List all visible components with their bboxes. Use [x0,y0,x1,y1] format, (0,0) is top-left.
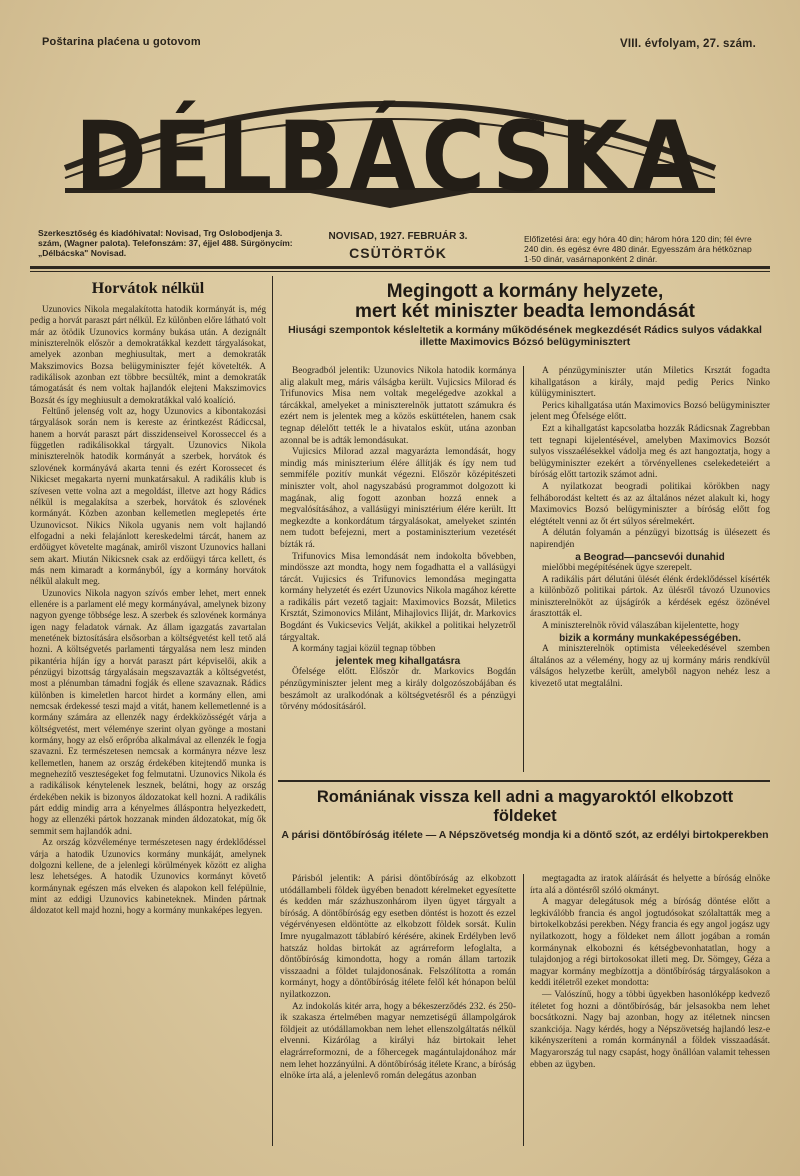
issue-weekday: CSÜTÖRTÖK [349,245,447,261]
paragraph: Feltűnő jelenség volt az, hogy Uzunovics a kibontakozási tárgyalások során nem is kereste az érintkezést Rádiccsal, hanem a horvát paraszt párt disszidenseivel Korosseccel és a független radikálisokkal tárgyalt. Uzunovics Nikola miniszterelnök hatodik kormányát a szerbek, horvátok és szlovének kormányává akarta tenni és ezért Korossecet és Nikicset megakarta nyerni munkatársakul. A radikális klub is szívesen vette volna azt a megoldást, illetve azt hogy Rádics nélkül is megalakítsa a szerbek, horvátok és szlovének kormányát. Közben azonban kellemetlen meglepetés érte Uzunovicsot. Nikics Nikola ugyanis nem volt hajlandó elfogadni a neki felajánlott kereskedelmi tárcát, hanem az erdőügyet követelte magának, amiről viszont Uzunovics hallani sem akart. Miután Nikicsnek csak az erdőügyi tárca kellett, és más nem kimaradt a kormányból, így a kormány horvátok nélkül alakult meg. [30,406,266,587]
paragraph: A nyilatkozat beogradi politikai körökben nagy felháborodást keltett és az az általános nézet alakult ki, hogy Maximovics Bozsó belügyminiszter a bíróság előtt fog elégtételt venni az őt ért súlyos sérelmekért. [530,481,770,527]
emphasis-line: a Beograd—pancsevói dunahid [575,551,725,563]
paragraph: Az indokolás kitér arra, hogy a békeszerződés 232. és 250-ik szakasza értelmében magyar nemzetiségű állampolgárok földjeit az utódállamokban nem lehet ellenszolgáltatás nélkül elvenni. Kizárólag a királyi ház birtokait lehet elagrárreformozni, de a főhercegek magántulajdonához már nem lehet hozzányúlni. A döntőbíróság itélete Kranc, a bíróság elnöke írta alá, a jelenlevő román delegátus azonban [280,1001,516,1082]
column-divider [272,276,273,1146]
article-romania-title-2: földeket [493,807,557,825]
issue-date: NOVISAD, 1927. FEBRUÁR 3. [328,231,468,242]
article-kormany-col2 [530,366,770,772]
paragraph: mielőbbi megépítésének ügye szerepelt. [542,563,692,574]
column-divider [523,874,524,1146]
masthead [60,60,720,210]
paragraph: Az ország közvéleménye természetesen nagy érdeklődéssel várja a hatodik Uzunovics kormány munkáját, amelynek dolgozni kellene, de a jelenlegi körülmények között ez aligha lesz lehetséges. A hatodik Uzunovics kormányt követő kormánynak egészen más elveken és alapokon kell felépülnie, mint az eddigi Uzunovics kabineteknek. Minden pártnak áldozatot kell majd hozni, hogy a kormány munkaképes legyen. [30,837,266,916]
emphasis-line: bizik a kormány munkaképességében. [559,632,741,644]
paragraph: megtagadta az iratok aláírását és helyette a bíróság elnöke írta alá a döntésről szóló okmányt. [530,874,770,896]
emphasis-line: jelentek meg kihallgatásra [335,655,461,667]
paragraph: A kormány tagjai közül tegnap többen [292,644,436,655]
article-romania-subtitle: A párisi döntőbíróság itélete — A Népszövetség mondja ki a döntő szót, az erdélyi birtokperekben [281,829,769,841]
article-separator [278,780,770,782]
paragraph: A pénzügyminiszter után Miletics Krsztát fogadta kihallgatáson a király, majd pedig Perics Ninko külügyminisztert. [530,366,770,400]
header-rule-thin [30,271,770,272]
paragraph: Öfelsége előtt. Először dr. Markovics Bogdán pénzügyminiszter jelent meg a király dolgozószobájában és beszámolt az uralkodónak a költségvetésről és a pénzügyi törvény módosításáról. [280,667,516,713]
postage-note: Poštarina plaćena u gotovom [42,36,201,48]
article-romania-col2 [530,874,770,1146]
article-kormany-subtitle: Hiusági szempontok késleltetik a kormány működésének megkezdését Rádics sulyos vádakkal illette Maximovics Bózsó belügyminisztert [288,324,762,348]
article-romania-title-1: Romániának vissza kell adni a magyaroktól elkobzott [316,788,734,806]
article-horvatok-body [30,304,266,1144]
article-kormany-title-2: mert két miniszter beadta lemondását [355,301,695,322]
paragraph: A délután folyamán a pénzügyi bizottság is ülésezett és napirendjén [530,528,770,550]
paragraph: A miniszterelnök optimista véleekedésével szemben általános az a vélemény, hogy az uj kormány máris rendkívül válságos helyzetbe került, amelyből nagyon nehéz lesz a kivezető utat megtalálni. [530,644,770,690]
header-rule [30,266,770,269]
article-kormany [280,282,770,348]
paragraph: Ezt a kihallgatást kapcsolatba hozzák Rádicsnak Zagrebban tett tegnapi kijelentésével, amelyben Maximovics Bozsót sulyos visszaélésekkel vádolja meg és azt hangoztatja, hogy a belügyminiszter ezekért a törvényellenes cselekedeteiért a bíróság előtt tartozik számot adni. [530,423,770,481]
masthead-title: DÉLBÁCSKA [75,101,720,210]
article-romania-col1 [280,874,516,1146]
paragraph: — Valószínű, hogy a többi ügyekben hasonlóképp kedvező ítéletet fog hozni a döntőbíróság, bár jelsasokba nem lehet bocsátkozni. Nagy baj azonban, hogy az itéletnek nincsen szankciója. Nagy kérdés, hogy a Népszövetség hajlandó lesz-e kikényszeríteni a román kormánynál a földek visszaadását. Magyarország tul nagy csapást, hogy önállóan valamit tehessen ebben az ügyben. [530,989,770,1070]
paragraph: Vujicsics Milorad azzal magyarázta lemondását, hogy mindig más miniszterium élére állítják és így nem tud semmiféle pozitív munkát végezni. Először középitészeti miniszter volt, ahol nagyszabású programmot dolgozott ki magának, alig fogott azonban hozzá ennek a megvalósításához, a vallásügyi minisztérium élére került. Itt megkezdte a konkordátum tárgyalásokat, amelyeket szintén nem tudott befejezni, mert a postaminiszterium vezetését bízták rá. [280,447,516,550]
paragraph: Perics kihallgatása után Maximovics Bozsó belügyminiszter jelent meg Öfelsége előtt. [530,400,770,423]
subscription-info: Előfizetési ára: egy hóra 40 din; három hóra 120 din; fél évre 240 din. és egész évre 480 dinár. Egyesszám ára hétköznap 1·50 dinár, vasárnaponként 2 dinár. [524,234,752,264]
paragraph: Párisból jelentik: A párisi döntőbíróság az elkobzott utódállambeli földek ügyében benadott kérelmeket egyesítette és kedden már százhuszonhárom ilyen ügyet tárgyalt a bíróság. A döntőbíróság egy esetben döntést is hozott és ezzel végérvényesen eldöntötte az elkobzott földek sorsát. Kulin Imre nyugalmazott táblabíró kérésére, akinek Erdélyben levő hatszáz holdas birtokát az agrárreform lefoglalta, a döntőbíróság kimondotta, hogy a román állam tartozik visszaadni a földet tulajdonosának. Felszólította a román kormányt, hogy a döntőbíróság itélete felől két hónapon belül nyilatkozzon. [280,874,516,1000]
article-kormany-col1 [280,366,516,772]
editorial-address: Szerkesztőség és kiadóhivatal: Novisad, Trg Oslobodjenja 3. szám, (Wagner palota). Telefonszám: 37, éjjel 488. Sürgönycím: „Délbácska" Novisad. [38,228,293,258]
article-horvatok-title: Horvátok nélkül [91,280,205,297]
date-block [318,231,478,261]
paragraph: A radikális párt délutáni ülését élénk érdeklődéssel kísérték a különböző politikai pártok. Az ülésről távozó Uzunovics miniszterelnököt az újságírók a kérdések egész özönével árasztották el. [530,574,770,620]
volume-number: VIII. évfolyam, 27. szám. [619,38,756,50]
column-divider [523,366,524,772]
paragraph: Trifunovics Misa lemondását nem indokolta bővebben, mindössze azt mondta, hogy nem fogadhatta el a vallásügyi tárcát. Vujicsics és Trifunovics lemondása megingatta kormány helyzetét és ezért Uzunovics Nikola magához kérette a radikális párt vezető tagjait: Maximovics Bozsát, Miletics Krsztát, Szimonovics Milánt, Mihajlovics Iliját, dr. Markovics Bogdánt és Vukicsevics Velját, akikkel a politikai helyzetről tárgyaltak. [280,551,516,643]
article-kormany-title-1: Megingott a kormány helyzete, [386,281,664,302]
paragraph: Beogradból jelentik: Uzunovics Nikola hatodik kormánya alig alakult meg, máris válságba került. Vujicsics Milorad és Trifunovics Misa nem voltak megelégedve azokkal a tárcákkal, amelyeket a miniszterelnök juttatott számukra és ezért nem is jelentek meg a közös esküttételen, hanem csak tegnap délelőtt tették le a hivatalos esküt, utána azonban azonnal be is adták lemondásukat. [280,366,516,446]
paragraph: A miniszterelnök rövid válaszában kijelentette, hogy [542,621,740,632]
paragraph: Uzunovics Nikola megalakította hatodik kormányát is, még pedig a horvát paraszt párt nélkül. Ez különben előre látható volt már az ötödik Uzunovics kormány bukása után. A dezignált miniszterelnök először a demokratákkal kezdett tárgyalásokat, amelyek azonban meghiusultak, mert a demokraták Makszimovics Bozsa belügyminiszter fejét követelték. A radikálisok azonban ezt többre becsülték, mint a demokraták támogatását és nem voltak hajlandók elejteni Makszimovics Bozsát és így meghiusult a demokratákkal való koalíció. [30,304,266,405]
paragraph: Uzunovics Nikola nagyon szívós ember lehet, mert ennek ellenére is a parlament elé megy kormányával, amelynek bizony nagyon gyenge többsége lesz. A szerbek és szlovének kormánya igen nagy feladatok várnak. Az állam igazgatás zavartalan menetének biztosítására elsősorban a költségvetést kell tető alá hozni. A költségvetés parlamenti tárgyalása nem lesz minden pikantéria híján így a horvát paraszt párt képviselői, akik a pénzügyi bizottság tárgyalásain megszavazták a költségvetést, most a plénumban támadni fogják és ellene szavaznak. Rádics különben is kimeletlen harcot hirdet a kormány ellen, ami nemcsak érdekessé teszi majd a vitát, hanem kellemetlenné is a kormány számára az ellenzék nagy érdekközösségét várja a költségvetést, mert véleménye szerint olyan gyönge a mostani kormány, hogy az első erőpróba alkalmával az ellenzék le fogja szavazni. Ez természetesen nemcsak a kormányra nézve lesz kellemetlen, hanem az ország érdekében kitejtendő munka is megnehezítő veszteségeket fog felmutatni. Uzunovics Nikola és a radikálisok kénytelenek lesznek, belátni, hogy az ország érdekében nekik is bizonyos áldozatokat kell hozni. A radikális párt eddig mindig arra a kényelmes álláspontra helyezkedett, hogy az ellenzéki pártok hozzanak minden áldozatokat, míg ők semmit sem hajlandók adni. [30,587,266,836]
article-romania [280,788,770,841]
paragraph: A magyar delegátusok még a bíróság döntése előtt a legkiválóbb francia és angol jogtudósokat szólaltatták meg a birtokelkobzási perekben. Négy francia és egy angol jogász ugy nyilatkozott, hogy a földeket nem állott jogában a román kormánynak elkobozni és kétségbevonhatatlan, hogy a tulajdonjog a régi birtokosokat illeti meg. Dr. Sömgey, Géza a magyar kormány megbízottja a döntőbíróság tárgyalásokon a keddi itéletről ezeket mondotta: [530,897,770,989]
article-horvatok [30,280,266,298]
masthead-logo [60,60,720,210]
